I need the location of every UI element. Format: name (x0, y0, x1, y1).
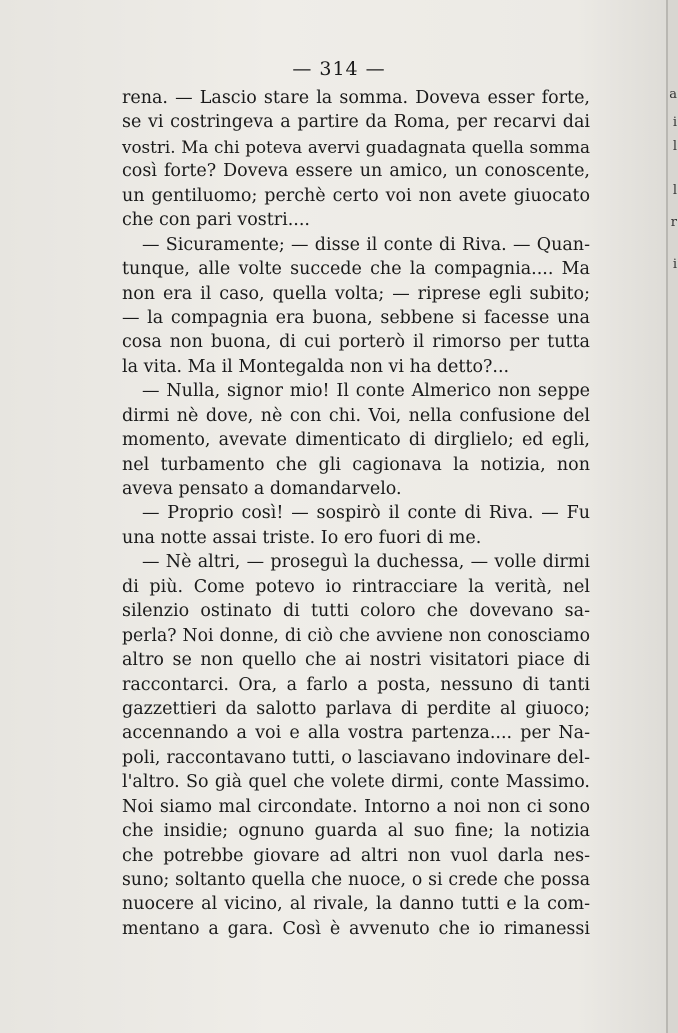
edge-letter: r (670, 215, 677, 230)
text-line: — Sicuramente; — disse il conte di Riva. — Quan- (142, 234, 590, 255)
text-line: perla? Noi donne, di ciò che avviene non conosciamo (122, 625, 590, 646)
text-line: un gentiluomo; perchè certo voi non avete giuocato (122, 185, 590, 206)
text-line: Noi siamo mal circondate. Intorno a noi non ci sono (122, 796, 590, 817)
edge-letter: i (672, 115, 677, 130)
text-line: così forte? Doveva essere un amico, un conoscente, (122, 161, 590, 182)
text-line: se vi costringeva a partire da Roma, per recarvi dai (122, 112, 590, 133)
edge-letter: l (672, 139, 677, 154)
text-line: che potrebbe giovare ad altri non vuol darla nes- (122, 845, 590, 866)
text-line: una notte assai triste. Io ero fuori di me. (122, 527, 482, 548)
text-line: momento, avevate dimenticato di dirglielo; ed egli, (122, 430, 590, 451)
text-line: mentano a gara. Così è avvenuto che io rimanessi (122, 918, 590, 939)
text-line: suno; soltanto quella che nuoce, o si crede che possa (122, 870, 590, 890)
text-line: l'altro. So già quel che volete dirmi, conte Massimo. (122, 772, 590, 793)
text-line: tunque, alle volte succede che la compagnia.... Ma (122, 259, 590, 280)
text-line: — Proprio così! — sospirò il conte di Riva. — Fu (142, 503, 590, 524)
edge-letter: a (669, 87, 677, 102)
text-line: raccontarci. Ora, a farlo a posta, nessuno di tanti (122, 674, 590, 695)
text-line: — la compagnia era buona, sebbene si facesse una (122, 307, 590, 328)
text-line: che insidie; ognuno guarda al suo fine; la notizia (122, 821, 590, 842)
text-line: la vita. Ma il Montegalda non vi ha detto?... (122, 356, 510, 377)
text-line: — Nè altri, — proseguì la duchessa, — volle dirmi (142, 552, 590, 573)
text-line: aveva pensato a domandarvelo. (122, 479, 402, 499)
text-line: accennando a voi e alla vostra partenza.... per Na- (122, 723, 590, 744)
text-line: — Nulla, signor mio! Il conte Almerico non seppe (142, 381, 590, 402)
text-line: dirmi nè dove, nè con chi. Voi, nella confusione del (122, 405, 590, 426)
text-line: nel turbamento che gli cagionava la notizia, non (122, 454, 590, 475)
text-line: che con pari vostri.... (122, 210, 310, 231)
edge-letter: i (672, 257, 677, 272)
facing-page-edge (666, 0, 678, 1033)
text-line: cosa non buona, di cui porterò il rimorso per tutta (122, 332, 590, 353)
edge-letter: l (672, 183, 677, 198)
text-line: altro se non quello che ai nostri visitatori piace di (122, 650, 590, 671)
text-line: poli, raccontavano tutti, o lasciavano indovinare del- (122, 747, 590, 768)
text-line: gazzettieri da salotto parlava di perdite al giuoco; (122, 698, 590, 719)
text-line: nuocere al vicino, al rivale, la danno tutti e la com- (122, 894, 590, 915)
text-line: di più. Come potevo io rintracciare la verità, nel (122, 576, 590, 597)
text-line: non era il caso, quella volta; — riprese egli subito; (122, 283, 590, 304)
text-line: vostri. Ma chi poteva avervi guadagnata quella somma (122, 136, 590, 157)
text-line: rena. — Lascio stare la somma. Doveva esser forte, (122, 88, 590, 108)
body-text (122, 86, 590, 941)
page-number: — 314 — (292, 58, 386, 80)
text-line: silenzio ostinato di tutti coloro che dovevano sa- (122, 601, 590, 622)
